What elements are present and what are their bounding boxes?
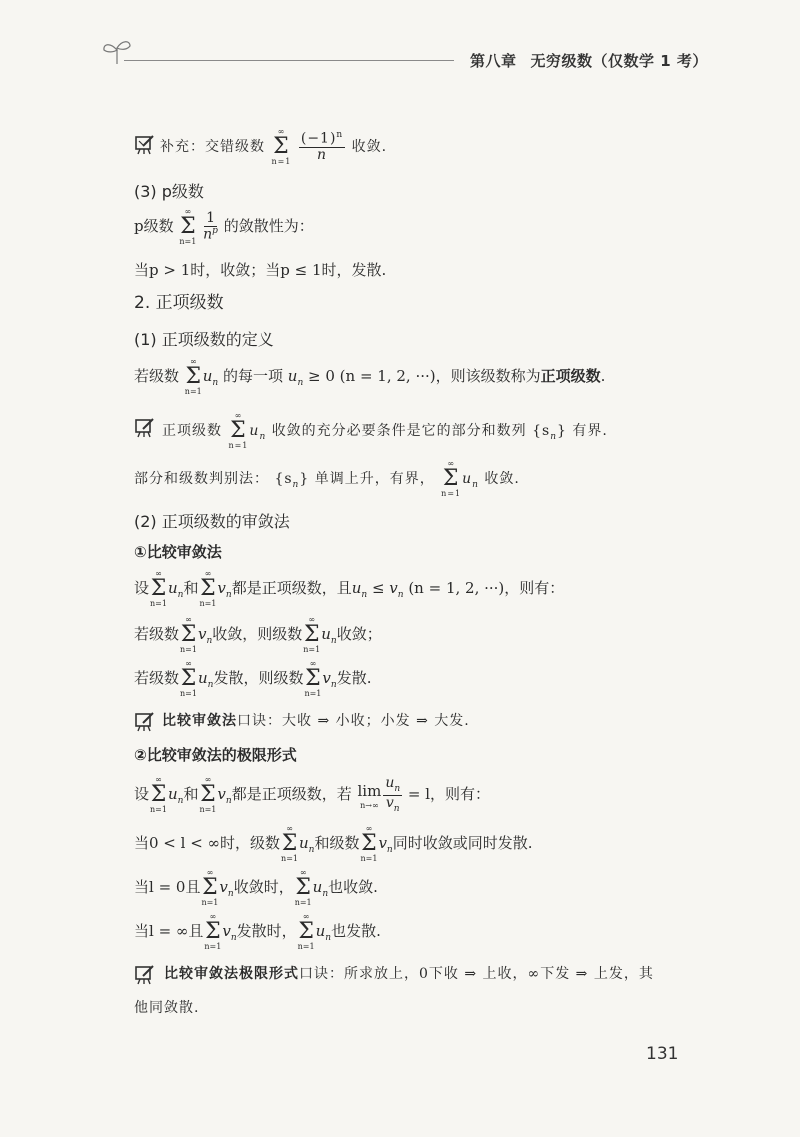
sprout-icon: [100, 36, 134, 66]
p-series-heading: (3) p级数: [134, 182, 204, 201]
chapter-header: [470, 50, 708, 71]
note-icon: [134, 417, 156, 439]
page-number: 131: [646, 1044, 679, 1064]
section-heading: 2. 正项级数: [134, 293, 224, 313]
note-alternating-series: 补充：交错级数 ∞ Σ n=1 $\frac{(-1)^n}{n}$ 收敛.: [160, 127, 388, 166]
limit-line-4: 当l = ∞且 ∞ Σ n=1 $v_n$发散时， ∞ Σ n=1 $u_n$也发散.: [134, 912, 381, 951]
note-icon: [134, 711, 156, 733]
limit-test-heading: ②比较审敛法的极限形式: [134, 746, 297, 764]
comparison-line-1: 设 ∞ Σ n=1 $u_n$和 ∞ Σ n=1 $v_n$都是正项级数，且$u_n \le v_n$ (n = 1, 2, ···)，则有：: [134, 569, 565, 608]
partial-sum-test: 部分和级数判别法： $\{s_n\}$ 单调上升，有界， ∞ Σ n=1 $u_n$ 收敛.: [134, 459, 520, 498]
note-icon: [134, 964, 156, 986]
subsection-definition: (1) 正项级数的定义: [134, 330, 274, 349]
subsection-tests: (2) 正项级数的审敛法: [134, 512, 290, 531]
comparison-test-heading: ①比较审敛法: [134, 543, 222, 561]
comparison-line-3: 若级数 ∞ Σ n=1 $u_n$发散，则级数 ∞ Σ n=1 $v_n$发散.: [134, 659, 372, 698]
chapter-number: 第八章: [470, 52, 517, 70]
definition-line: 若级数 ∞ Σ n=1 $u_n$ 的每一项 $u_n \ge 0$ (n = 1, 2, ···)，则该级数称为正项级数.: [134, 357, 606, 396]
note-comparison-mnemonic: 比较审敛法口诀：大收 ⇒ 小收；小发 ⇒ 大发.: [162, 713, 470, 729]
note-icon: [134, 134, 156, 156]
limit-line-1: 设 ∞ Σ n=1 $u_n$和 ∞ Σ n=1 $v_n$都是正项级数，若 lim n→∞ $\frac{u_n}{v_n}$ = l，则有：: [134, 775, 491, 814]
limit-line-2: 当0 < l < ∞时，级数 ∞ Σ n=1 $u_n$和级数 ∞ Σ n=1 $v_n$同时收敛或同时发散.: [134, 824, 533, 863]
note-limit-mnemonic-cont: 他同敛散.: [134, 1000, 200, 1016]
p-series-formula: p级数 ∞ Σ n=1 $\frac{1}{n^p}$ 的敛散性为：: [134, 207, 314, 246]
note-limit-mnemonic: 比较审敛法极限形式口诀：所求放上，0下收 ⇒ 上收，∞下发 ⇒ 上发，其: [164, 966, 654, 982]
note-positive-series-condition: 正项级数 ∞ Σ n=1 $u_n$ 收敛的充分必要条件是它的部分和数列 $\{s_n\}$ 有界.: [162, 411, 608, 450]
comparison-line-2: 若级数 ∞ Σ n=1 $v_n$收敛，则级数 ∞ Σ n=1 $u_n$收敛；: [134, 615, 382, 654]
p-series-result: 当p > 1时，收敛；当p ≤ 1时，发散.: [134, 261, 387, 279]
limit-line-3: 当l = 0且 ∞ Σ n=1 $v_n$收敛时， ∞ Σ n=1 $u_n$也收敛.: [134, 868, 378, 907]
chapter-title: 无穷级数（仅数学 1 考）: [530, 52, 708, 70]
header-rule: [124, 60, 454, 61]
